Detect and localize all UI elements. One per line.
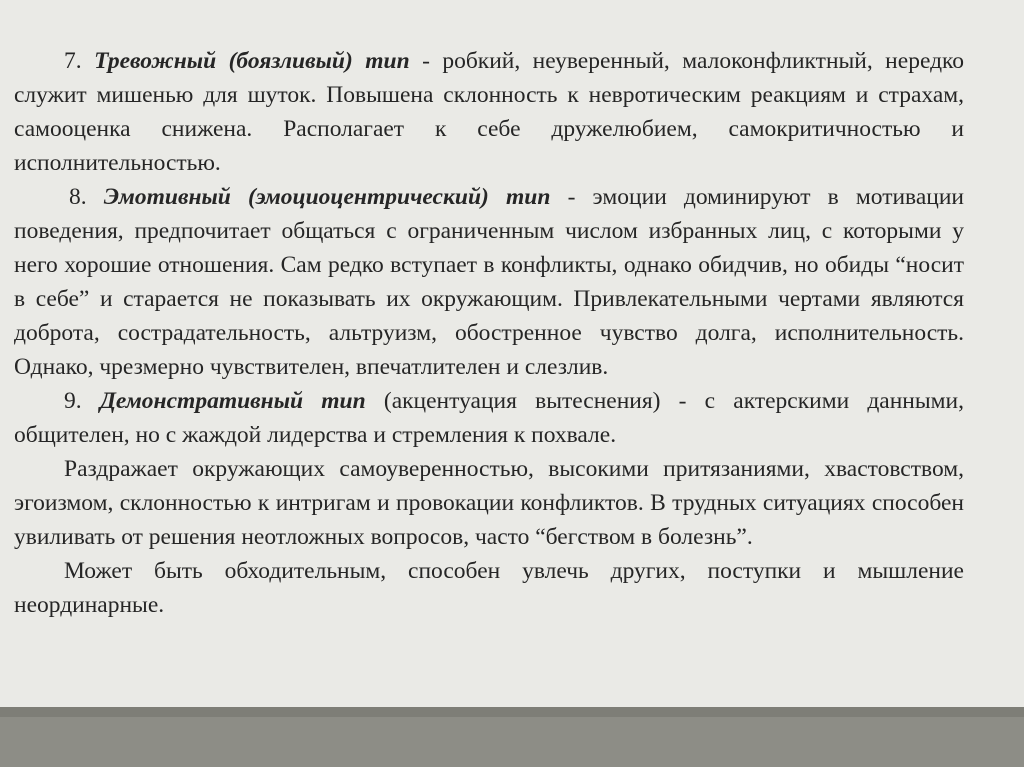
slide-text xyxy=(14,44,964,622)
paragraph-emotive-type xyxy=(14,180,964,384)
paragraph-demonstrative-positive: Может быть обходительным, способен увлечь других, поступки и мышление неординарные. xyxy=(14,558,964,618)
type-term: Тревожный (боязливый) тип xyxy=(94,48,410,74)
type-description: - робкий, неуверенный, малоконфликтный, нередко служит мишенью для шуток. Повышена склонность к невротическим реакциям и страхам, самооценка снижена. Располагает к себе дружелюбием, самокритичностью и исполнительностью. xyxy=(14,48,964,176)
paragraph-anxious-type xyxy=(14,44,964,180)
paragraph-number: 7. xyxy=(64,48,82,74)
paragraph-demonstrative-type xyxy=(14,384,964,452)
type-description: (акцентуация вытеснения) - с актерскими данными, общителен, но с жаждой лидерства и стремления к похвале. xyxy=(14,388,964,448)
paragraph-number: 8. xyxy=(69,184,87,210)
type-term: Эмотивный (эмоциоцентрический) тип xyxy=(103,184,551,210)
footer-divider xyxy=(0,707,1024,717)
paragraph-number: 9. xyxy=(64,388,82,414)
paragraph-demonstrative-traits: Раздражает окружающих самоуверенностью, высокими притязаниями, хвастовством, эгоизмом, склонностью к интригам и провокации конфликтов. В трудных ситуациях способен увиливать от решения неотложных вопросов, часто “бегством в болезнь”. xyxy=(14,456,964,550)
type-term: Демонстративный тип xyxy=(99,388,366,414)
type-description: - эмоции доминируют в мотивации поведения, предпочитает общаться с ограниченным числом избранных лиц, с которыми у него хорошие отношения. Сам редко вступает в конфликты, однако обидчив, но обиды “носит в себе” и старается не показывать их окружающим. Привлекательными чертами являются доброта, сострадательность, альтруизм, обостренное чувство долга, исполнительность. Однако, чрезмерно чувствителен, впечатлителен и слезлив. xyxy=(14,184,964,380)
